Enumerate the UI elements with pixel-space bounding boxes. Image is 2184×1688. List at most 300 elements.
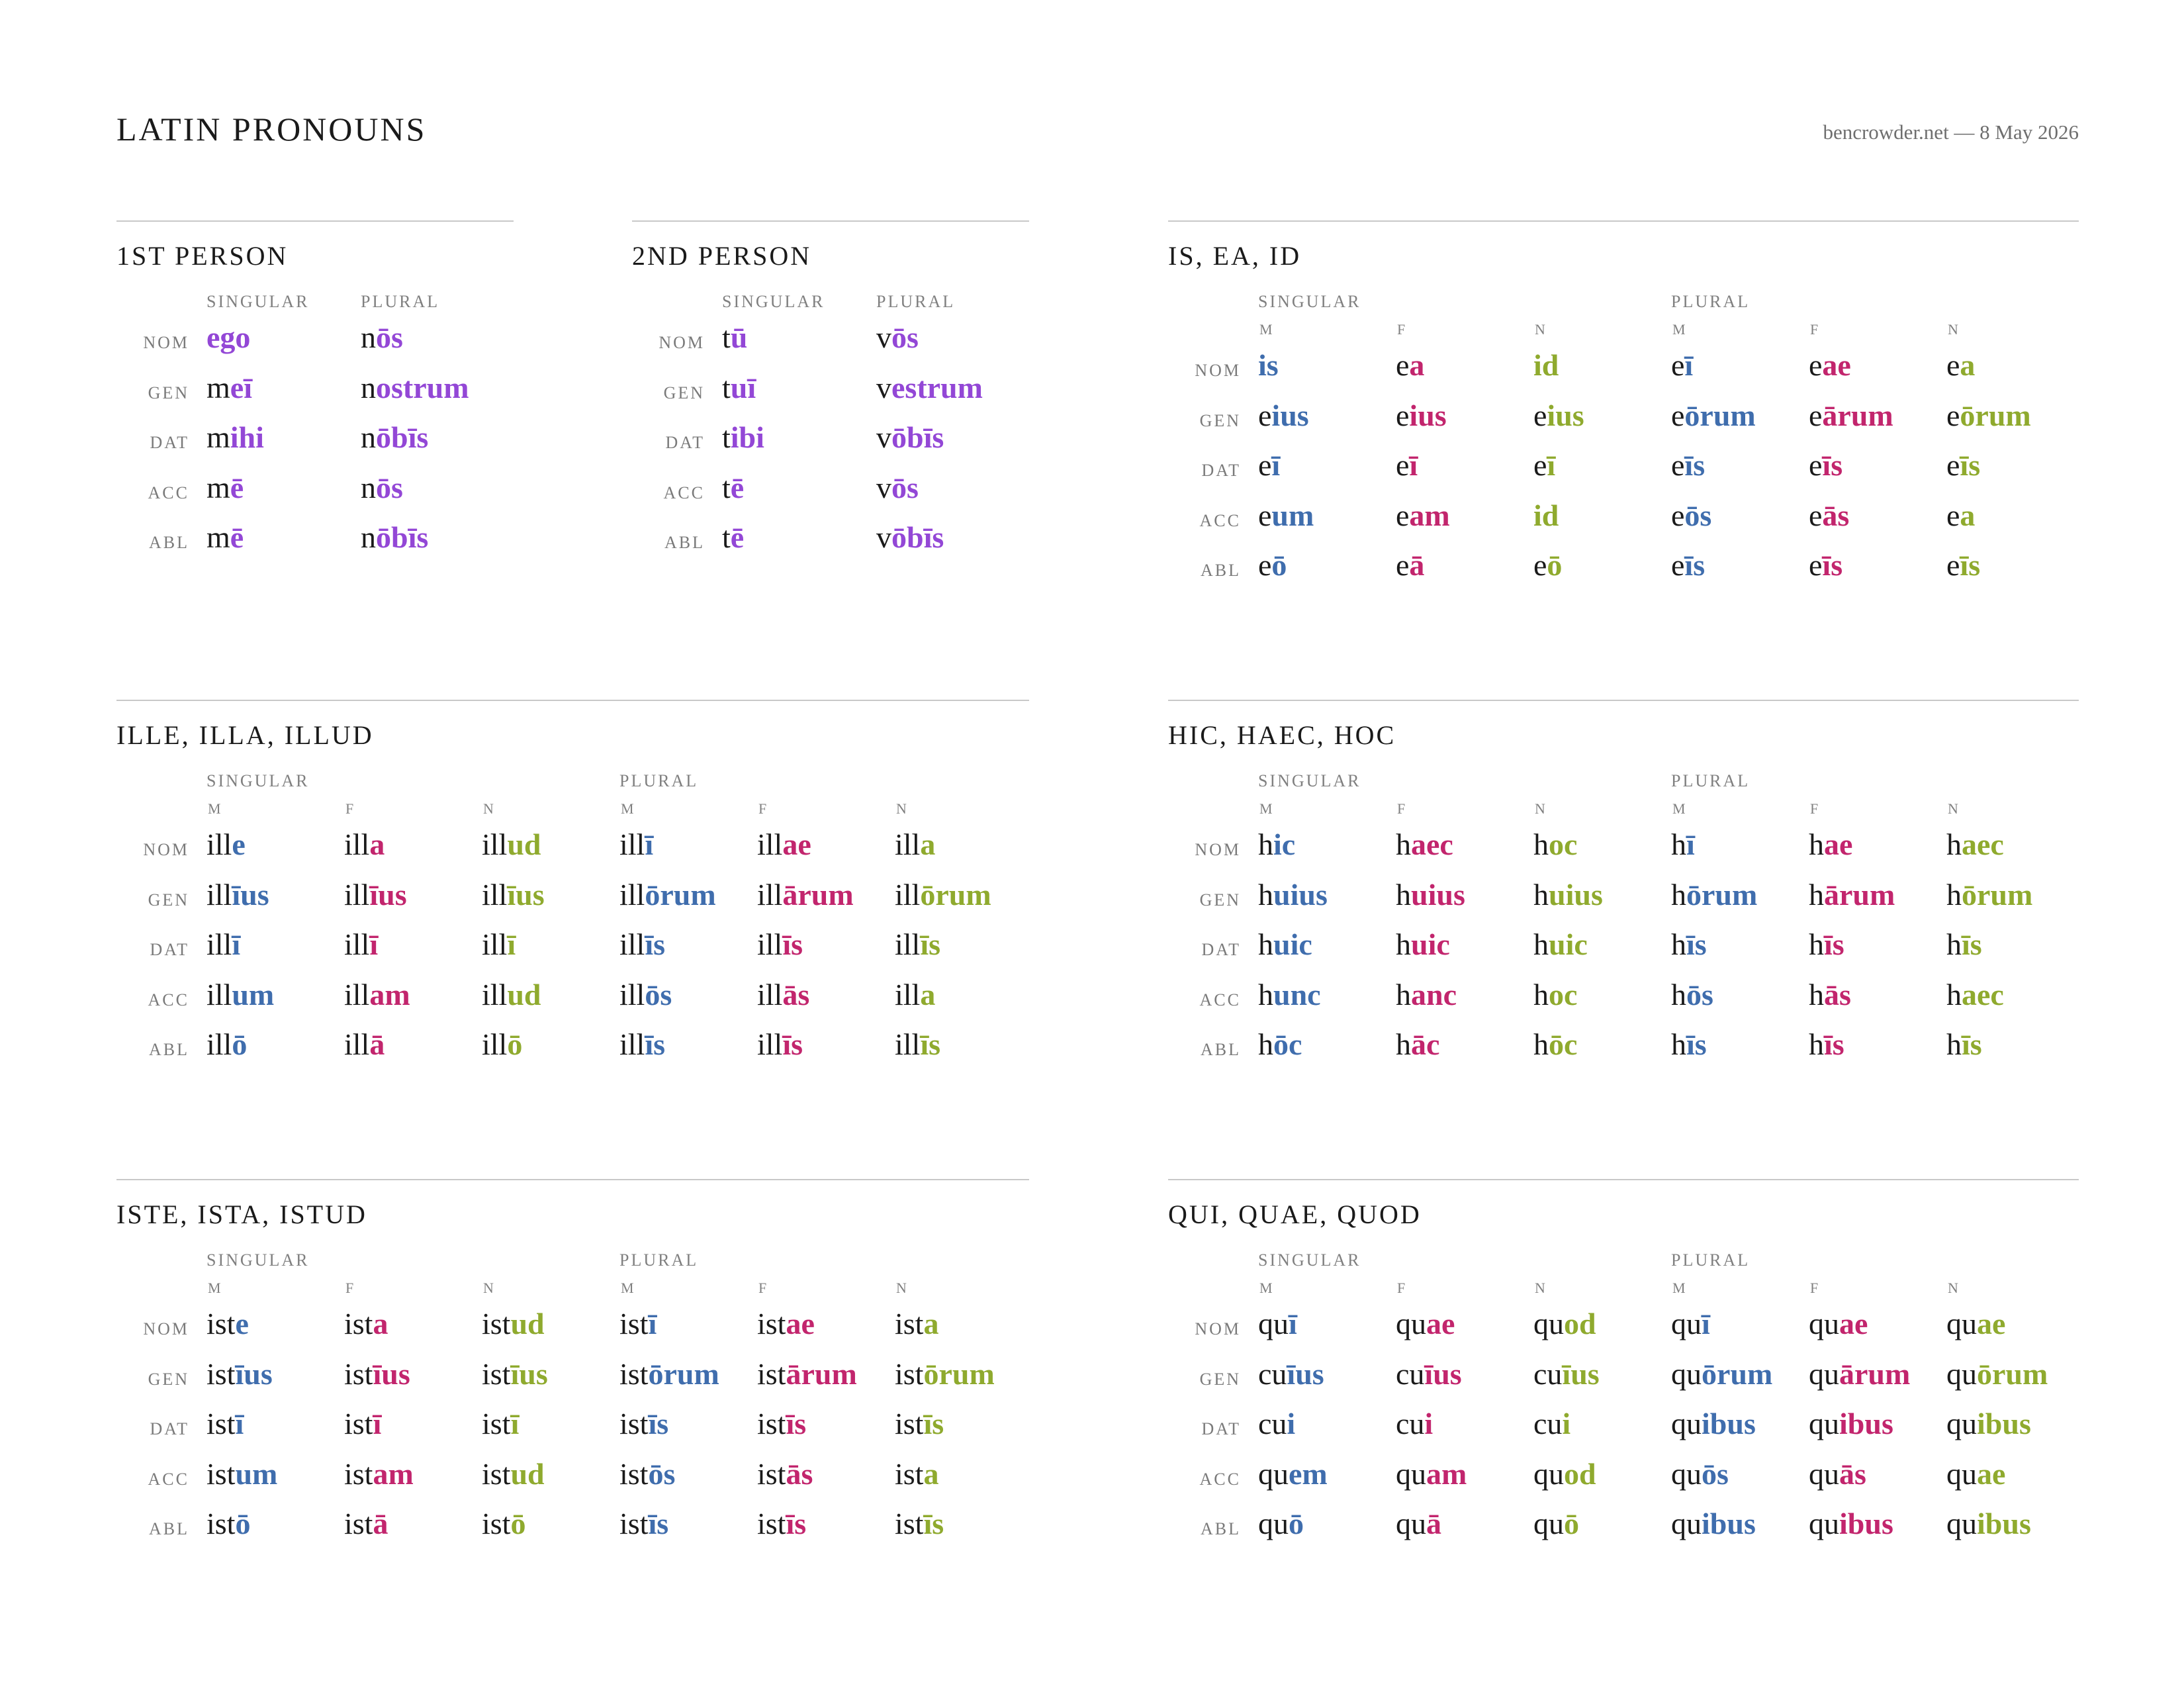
divider-rule: [116, 700, 1029, 701]
form-cell: [1533, 877, 1603, 912]
case-label: ABL: [149, 533, 189, 552]
word-stem: qu: [1533, 1307, 1564, 1340]
form-cell: [895, 1406, 944, 1441]
form-singular: [722, 370, 756, 405]
word-ending: ī: [1702, 1307, 1710, 1340]
word-stem: h: [1533, 827, 1549, 861]
form-cell: [1671, 877, 1757, 912]
word-ending: eī: [230, 370, 252, 404]
form-cell: [1946, 827, 2004, 862]
form-cell: [895, 1506, 944, 1541]
word-ending: uī: [730, 370, 756, 404]
form-plural: [876, 320, 919, 355]
form-cell: [1396, 348, 1424, 383]
table-title: ISTE, ISTA, ISTUD: [116, 1199, 367, 1229]
word-stem: ist: [206, 1456, 236, 1491]
case-label: NOM: [1195, 1319, 1241, 1338]
form-cell: [1809, 1356, 1910, 1391]
word-stem: m: [206, 470, 230, 504]
word-stem: qu: [1533, 1507, 1564, 1540]
word-ending: am: [369, 977, 410, 1011]
form-cell: [1258, 1456, 1328, 1491]
word-stem: qu: [1671, 1307, 1702, 1340]
word-stem: ist: [619, 1507, 649, 1540]
divider-rule: [116, 1179, 1029, 1180]
case-label: NOM: [143, 840, 189, 859]
plural-label: PLURAL: [1671, 292, 1751, 311]
word-stem: ist: [482, 1456, 511, 1491]
form-cell: [1671, 447, 1705, 483]
form-cell: [1396, 1406, 1433, 1441]
singular-label: SINGULAR: [206, 292, 310, 311]
word-ending: ibus: [1839, 1407, 1893, 1440]
form-cell: [1809, 547, 1843, 583]
word-ending: ī: [373, 1407, 382, 1440]
form-cell: [1258, 1506, 1304, 1541]
word-stem: h: [1671, 827, 1686, 861]
word-stem: e: [1809, 498, 1823, 532]
word-stem: e: [1671, 398, 1685, 432]
form-cell: [206, 1356, 273, 1391]
form-cell: [206, 927, 240, 962]
gender-label: N: [1948, 800, 1960, 817]
gender-label: M: [208, 1280, 223, 1296]
word-ending: em: [1289, 1456, 1328, 1491]
word-stem: n: [361, 420, 376, 454]
word-ending: ae: [1977, 1456, 2006, 1491]
page-title: LATIN PRONOUNS: [116, 111, 427, 148]
form-cell: [482, 977, 541, 1012]
form-cell: [1946, 1506, 2031, 1541]
word-ending: ōs: [891, 470, 919, 504]
form-cell: [757, 1456, 813, 1491]
word-ending: ī: [645, 827, 654, 861]
case-label: ABL: [149, 1040, 189, 1059]
table-title: IS, EA, ID: [1168, 241, 1302, 271]
word-ending: a: [1960, 498, 1976, 532]
word-ending: īs: [920, 1027, 941, 1061]
form-cell: [1533, 1506, 1579, 1541]
word-ending: ae: [1824, 827, 1853, 861]
word-ending: ī: [232, 927, 241, 961]
plural-label: PLURAL: [876, 292, 956, 311]
divider-rule: [1168, 1179, 2079, 1180]
word-ending: ōrum: [1686, 877, 1758, 912]
form-cell: [1533, 1406, 1570, 1441]
form-cell: [1533, 348, 1559, 383]
plural-label: PLURAL: [361, 292, 440, 311]
form-cell: [1671, 977, 1713, 1012]
word-ending: īs: [1684, 448, 1706, 482]
word-stem: ist: [619, 1356, 649, 1391]
word-ending: ae: [1839, 1307, 1868, 1340]
word-ending: ī: [235, 1407, 244, 1440]
word-stem: e: [1396, 348, 1410, 382]
form-cell: [1809, 1306, 1868, 1341]
case-label: NOM: [659, 333, 705, 352]
form-cell: [1809, 498, 1849, 533]
form-cell: [1258, 927, 1312, 962]
form-cell: [1809, 1506, 1893, 1541]
word-stem: h: [1809, 977, 1824, 1011]
word-stem: qu: [1809, 1307, 1839, 1340]
word-ending: a: [1960, 348, 1976, 382]
form-plural: [361, 470, 403, 505]
word-stem: e: [1809, 448, 1823, 482]
word-stem: ist: [757, 1356, 786, 1391]
word-stem: ill: [482, 927, 508, 961]
case-label: ABL: [1201, 1040, 1241, 1059]
word-stem: ill: [206, 827, 232, 861]
word-ending: ārum: [1824, 877, 1895, 912]
form-cell: [344, 1406, 381, 1441]
word-ending: ā: [373, 1507, 388, 1540]
form-singular: [722, 470, 744, 505]
form-cell: [1396, 1356, 1462, 1391]
word-ending: ē: [230, 470, 244, 504]
word-ending: ās: [1822, 498, 1850, 532]
singular-label: SINGULAR: [722, 292, 825, 311]
word-ending: īs: [1962, 927, 1982, 961]
form-cell: [757, 977, 809, 1012]
gender-label: M: [621, 1280, 636, 1296]
word-stem: qu: [1533, 1456, 1564, 1491]
word-stem: ist: [482, 1307, 511, 1340]
word-ending: īus: [232, 877, 269, 912]
case-label: DAT: [665, 433, 705, 452]
form-cell: [619, 977, 672, 1012]
word-ending: ā: [369, 1027, 385, 1061]
divider-rule: [116, 220, 514, 222]
word-stem: e: [1671, 348, 1685, 382]
word-ending: ārum: [786, 1356, 857, 1391]
word-stem: ist: [895, 1407, 924, 1440]
word-stem: qu: [1396, 1307, 1426, 1340]
form-cell: [1533, 398, 1584, 433]
word-stem: ill: [895, 977, 921, 1011]
word-ending: īs: [648, 1507, 669, 1540]
word-ending: īus: [235, 1356, 273, 1391]
word-stem: qu: [1809, 1356, 1839, 1391]
credit-line: bencrowder.net — 8 May 2026: [1823, 120, 2079, 144]
word-ending: a: [373, 1307, 388, 1340]
word-ending: a: [920, 827, 936, 861]
form-cell: [482, 1406, 519, 1441]
word-stem: h: [1533, 1027, 1549, 1061]
word-ending: unc: [1273, 977, 1321, 1011]
form-cell: [1809, 447, 1843, 483]
plural-label: PLURAL: [1671, 771, 1751, 790]
word-stem: qu: [1946, 1456, 1977, 1491]
word-ending: aec: [1411, 827, 1453, 861]
word-ending: id: [1533, 348, 1559, 382]
form-cell: [1533, 1356, 1600, 1391]
gender-label: M: [1259, 1280, 1275, 1296]
word-stem: ill: [206, 927, 232, 961]
form-cell: [482, 1306, 545, 1341]
word-stem: m: [206, 370, 230, 404]
word-ending: īs: [1684, 548, 1706, 582]
word-ending: īs: [648, 1407, 669, 1440]
form-singular: [206, 370, 252, 405]
word-stem: cu: [1533, 1356, 1563, 1391]
word-stem: ill: [344, 927, 370, 961]
word-stem: ist: [344, 1456, 373, 1491]
form-cell: [1946, 547, 1980, 583]
form-cell: [482, 877, 545, 912]
divider-rule: [1168, 700, 2079, 701]
word-stem: ill: [482, 1027, 508, 1061]
word-stem: e: [1809, 548, 1823, 582]
case-label: NOM: [143, 333, 189, 352]
word-stem: qu: [1809, 1456, 1839, 1491]
form-cell: [1671, 1306, 1710, 1341]
form-cell: [1946, 447, 1980, 483]
word-stem: e: [1258, 498, 1272, 532]
word-ending: ius: [1271, 398, 1309, 432]
word-ending: īs: [782, 1027, 803, 1061]
word-ending: ius: [1409, 398, 1447, 432]
word-ending: īs: [782, 927, 803, 961]
form-cell: [1946, 1456, 2005, 1491]
word-ending: ōrum: [1702, 1356, 1773, 1391]
word-stem: ill: [206, 877, 232, 912]
word-stem: ill: [482, 977, 508, 1011]
case-label: DAT: [150, 940, 189, 959]
word-ending: ōrum: [645, 877, 716, 912]
case-label: NOM: [143, 1319, 189, 1338]
form-cell: [344, 977, 410, 1012]
gender-label: N: [1535, 1280, 1547, 1296]
word-stem: t: [722, 370, 731, 404]
form-plural: [361, 320, 403, 355]
form-cell: [482, 927, 516, 962]
word-ending: ī: [1409, 448, 1418, 482]
form-cell: [206, 1506, 250, 1541]
word-ending: ē: [730, 520, 745, 554]
word-stem: ill: [619, 827, 645, 861]
word-ending: ē: [230, 520, 244, 554]
word-ending: uic: [1273, 927, 1312, 961]
word-ending: īs: [786, 1407, 807, 1440]
form-cell: [1946, 1356, 2048, 1391]
case-label: ACC: [663, 483, 705, 502]
form-cell: [1809, 927, 1844, 962]
word-stem: qu: [1671, 1507, 1702, 1540]
word-stem: e: [1671, 448, 1685, 482]
singular-label: SINGULAR: [1258, 1250, 1361, 1270]
word-stem: ist: [206, 1407, 236, 1440]
form-cell: [1396, 447, 1418, 483]
word-ending: ōc: [1549, 1027, 1578, 1061]
word-stem: h: [1258, 977, 1273, 1011]
word-ending: ōs: [645, 977, 672, 1011]
form-cell: [1671, 827, 1695, 862]
word-stem: ist: [344, 1356, 373, 1391]
form-cell: [1946, 348, 1975, 383]
table-title: ILLE, ILLA, ILLUD: [116, 720, 374, 750]
word-ending: od: [1564, 1456, 1596, 1491]
word-stem: h: [1809, 827, 1824, 861]
word-stem: ist: [482, 1507, 511, 1540]
word-stem: e: [1946, 398, 1960, 432]
form-cell: [1671, 1506, 1756, 1541]
form-cell: [1396, 498, 1450, 533]
form-cell: [206, 877, 269, 912]
word-stem: e: [1946, 498, 1960, 532]
form-cell: [1533, 1306, 1596, 1341]
form-cell: [1809, 1456, 1866, 1491]
word-stem: ill: [482, 827, 508, 861]
word-stem: qu: [1258, 1507, 1289, 1540]
word-stem: ist: [895, 1507, 924, 1540]
form-plural: [361, 420, 428, 455]
form-cell: [344, 1356, 410, 1391]
form-cell: [1396, 1027, 1439, 1062]
word-stem: ist: [895, 1456, 924, 1491]
form-cell: [895, 1306, 938, 1341]
word-ending: am: [1426, 1456, 1467, 1491]
word-stem: ill: [619, 927, 645, 961]
word-ending: ibus: [1977, 1407, 2031, 1440]
word-ending: uic: [1549, 927, 1588, 961]
gender-label: M: [1259, 800, 1275, 817]
word-stem: ill: [757, 827, 783, 861]
form-cell: [1533, 1027, 1577, 1062]
word-ending: a: [1409, 348, 1425, 382]
word-stem: ill: [895, 1027, 921, 1061]
form-cell: [895, 977, 935, 1012]
word-stem: h: [1809, 1027, 1824, 1061]
word-stem: e: [1396, 498, 1410, 532]
table-title: HIC, HAEC, HOC: [1168, 720, 1396, 750]
word-stem: t: [722, 520, 731, 554]
word-stem: ill: [344, 877, 370, 912]
word-ending: ī: [507, 927, 516, 961]
form-cell: [1533, 927, 1588, 962]
word-ending: am: [373, 1456, 414, 1491]
gender-label: N: [896, 1280, 909, 1296]
form-cell: [1258, 447, 1280, 483]
form-cell: [1533, 977, 1577, 1012]
word-stem: ill: [344, 1027, 370, 1061]
form-cell: [1671, 927, 1707, 962]
word-stem: ist: [482, 1407, 511, 1440]
word-ending: īs: [1686, 1027, 1707, 1061]
form-cell: [895, 827, 935, 862]
word-stem: qu: [1946, 1307, 1977, 1340]
word-ending: ī: [648, 1307, 657, 1340]
word-ending: ās: [1839, 1456, 1866, 1491]
form-cell: [1809, 398, 1893, 433]
word-stem: cu: [1258, 1356, 1287, 1391]
form-cell: [1671, 1456, 1729, 1491]
form-singular: [206, 420, 264, 455]
word-stem: ist: [619, 1307, 649, 1340]
table-is: [1168, 220, 2079, 618]
word-stem: e: [1258, 548, 1272, 582]
word-ending: ius: [1547, 398, 1584, 432]
word-ending: ī: [1686, 827, 1695, 861]
word-ending: ibus: [1702, 1507, 1756, 1540]
word-ending: a: [923, 1456, 939, 1491]
form-cell: [1946, 498, 1975, 533]
word-stem: qu: [1671, 1356, 1702, 1391]
form-cell: [619, 1356, 719, 1391]
form-cell: [1533, 547, 1562, 583]
word-ending: a: [923, 1307, 939, 1340]
word-stem: e: [1533, 398, 1547, 432]
gender-label: M: [1672, 800, 1688, 817]
form-cell: [344, 877, 407, 912]
word-ending: aec: [1962, 827, 2004, 861]
table-title: 2ND PERSON: [632, 241, 812, 271]
word-ending: ō: [1564, 1507, 1579, 1540]
word-stem: h: [1533, 927, 1549, 961]
word-stem: h: [1396, 877, 1411, 912]
gender-label: F: [345, 1280, 356, 1296]
word-stem: e: [1809, 398, 1823, 432]
word-ending: e: [235, 1307, 249, 1340]
gender-label: F: [1810, 800, 1821, 817]
word-ending: ae: [782, 827, 811, 861]
case-label: ABL: [664, 533, 705, 552]
gender-label: N: [1535, 321, 1547, 338]
word-stem: h: [1671, 927, 1686, 961]
singular-label: SINGULAR: [1258, 292, 1361, 311]
word-stem: cu: [1396, 1407, 1425, 1440]
word-stem: ill: [619, 877, 645, 912]
word-stem: v: [876, 520, 891, 554]
word-ending: uius: [1549, 877, 1603, 912]
word-ending: aec: [1962, 977, 2004, 1011]
word-stem: qu: [1396, 1507, 1426, 1540]
word-ending: od: [1564, 1307, 1596, 1340]
word-stem: h: [1946, 877, 1962, 912]
case-label: ACC: [1199, 510, 1241, 530]
word-ending: uius: [1273, 877, 1328, 912]
word-ending: īus: [373, 1356, 410, 1391]
case-label: GEN: [148, 890, 189, 910]
word-stem: h: [1809, 927, 1824, 961]
word-ending: ic: [1273, 827, 1296, 861]
gender-label: F: [1397, 800, 1408, 817]
form-cell: [206, 1406, 244, 1441]
word-ending: īs: [923, 1407, 944, 1440]
word-stem: qu: [1258, 1307, 1289, 1340]
case-label: GEN: [663, 383, 705, 402]
word-ending: ibus: [1839, 1507, 1893, 1540]
form-cell: [619, 1027, 665, 1062]
table-iste: [116, 1179, 1029, 1576]
word-ending: ōbīs: [891, 520, 944, 554]
word-stem: cu: [1533, 1407, 1563, 1440]
word-stem: ill: [482, 877, 508, 912]
case-label: GEN: [1199, 410, 1241, 430]
word-ending: um: [235, 1456, 278, 1491]
word-stem: e: [1533, 548, 1547, 582]
form-cell: [344, 1456, 414, 1491]
form-cell: [1396, 977, 1457, 1012]
word-ending: ārum: [1839, 1356, 1911, 1391]
word-ending: īs: [1960, 448, 1981, 482]
case-label: ABL: [1201, 1519, 1241, 1538]
word-ending: ī: [1684, 348, 1694, 382]
word-stem: h: [1258, 877, 1273, 912]
form-singular: [722, 320, 747, 355]
word-ending: um: [232, 977, 275, 1011]
word-stem: ill: [757, 877, 783, 912]
